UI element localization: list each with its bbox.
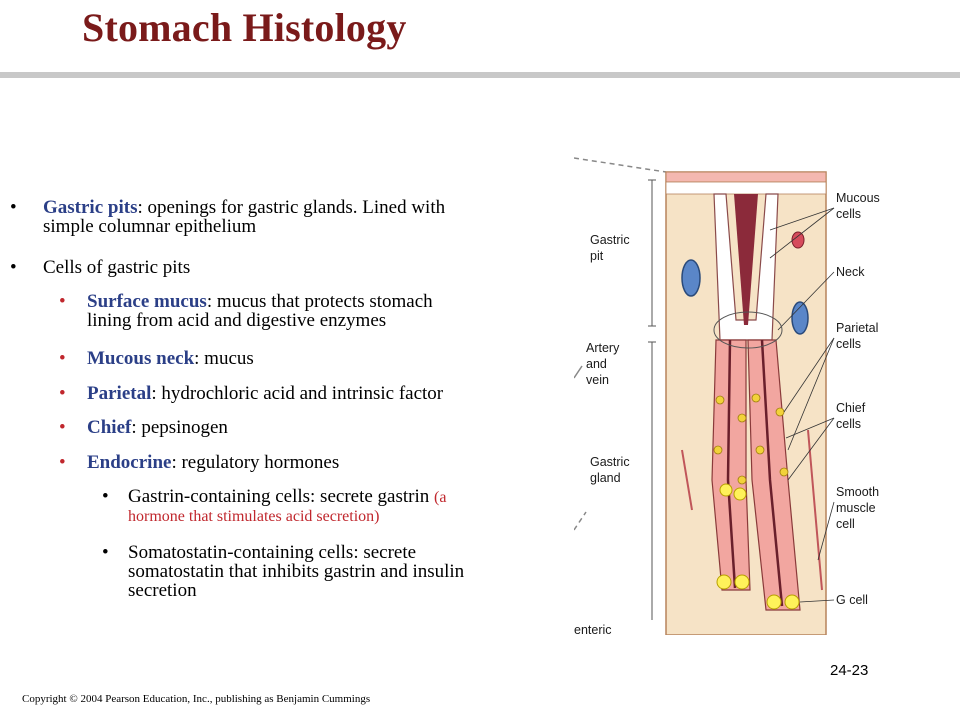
slide-title: Stomach Histology (82, 5, 407, 50)
artery (792, 232, 804, 248)
gastrin-text: Gastrin-containing cells: secrete gastrin (128, 486, 435, 507)
somatostatin-line-3: secretion (128, 580, 197, 601)
bullet-dot: • (59, 417, 66, 438)
endocrine-text: : regulatory hormones (171, 452, 340, 473)
label-artery: Artery (586, 341, 620, 355)
chief-text: : pepsinogen (131, 417, 228, 438)
somatostatin-line-2: somatostatin that inhibits gastrin and insulin (128, 561, 465, 582)
label-and: and (586, 357, 607, 371)
term-surface-mucus: Surface mucus (87, 291, 207, 312)
gastric-pits-text: : openings for gastric glands. Lined with (137, 197, 446, 218)
label-g-cell: G cell (836, 593, 868, 607)
label-chief-cells: Chief (836, 401, 866, 415)
surface-mucus-text: : mucus that protects stomach (206, 291, 433, 312)
label-gastric-pit-2: pit (590, 249, 604, 263)
surface-mucus-text-2: lining from acid and digestive enzymes (87, 310, 387, 331)
label-mucous-cells: Mucous (836, 191, 880, 205)
gastric-pits-text-2: simple columnar epithelium (43, 216, 257, 237)
label-vein: vein (586, 373, 609, 387)
vein (682, 260, 700, 296)
term-mucous-neck: Mucous neck (87, 348, 195, 369)
bullet-dot: • (102, 486, 109, 507)
label-gastric-gland-2: gland (590, 471, 621, 485)
label-mucous-cells-2: cells (836, 207, 862, 221)
mucous-neck-text: : mucus (194, 348, 254, 369)
zoom-line (574, 512, 586, 530)
cells-heading-text: Cells of gastric pits (43, 257, 191, 278)
bullet-dot: • (10, 197, 17, 218)
bullet-dot: • (59, 348, 66, 369)
bullet-dot: • (59, 291, 66, 312)
surface-epithelium (666, 172, 826, 182)
label-smooth-muscle-3: cell (836, 517, 855, 531)
surface-mucous-cells (666, 182, 826, 194)
label-smooth-muscle: Smooth (836, 485, 880, 499)
zoom-line (574, 158, 666, 172)
term-parietal: Parietal (87, 383, 152, 404)
label-enteric: enteric (574, 623, 612, 635)
bullet-dot: • (102, 542, 109, 563)
label-gastric-pit: Gastric (590, 233, 630, 247)
zoom-line (574, 366, 582, 378)
gastrin-note: (a (434, 489, 447, 506)
slide-number: 24-23 (830, 662, 869, 679)
gastrin-note-2: hormone that stimulates acid secretion) (128, 508, 380, 525)
label-neck: Neck (836, 265, 865, 279)
label-parietal-cells-2: cells (836, 337, 862, 351)
copyright-notice: Copyright © 2004 Pearson Education, Inc., publishing as Benjamin Cummings (22, 693, 371, 705)
somatostatin-line-1: Somatostatin-containing cells: secrete (128, 542, 417, 563)
title-divider (0, 72, 960, 78)
gastric-gland-diagram (574, 150, 904, 635)
bullet-dot: • (59, 452, 66, 473)
label-gastric-gland: Gastric (590, 455, 630, 469)
term-gastric-pits: Gastric pits (43, 197, 138, 218)
label-smooth-muscle-2: muscle (836, 501, 876, 515)
term-chief: Chief (87, 417, 132, 438)
parietal-text: : hydrochloric acid and intrinsic factor (151, 383, 444, 404)
term-endocrine: Endocrine (87, 452, 172, 473)
bullet-dot: • (10, 257, 17, 278)
label-chief-cells-2: cells (836, 417, 862, 431)
label-parietal-cells: Parietal (836, 321, 879, 335)
bullet-dot: • (59, 383, 66, 404)
